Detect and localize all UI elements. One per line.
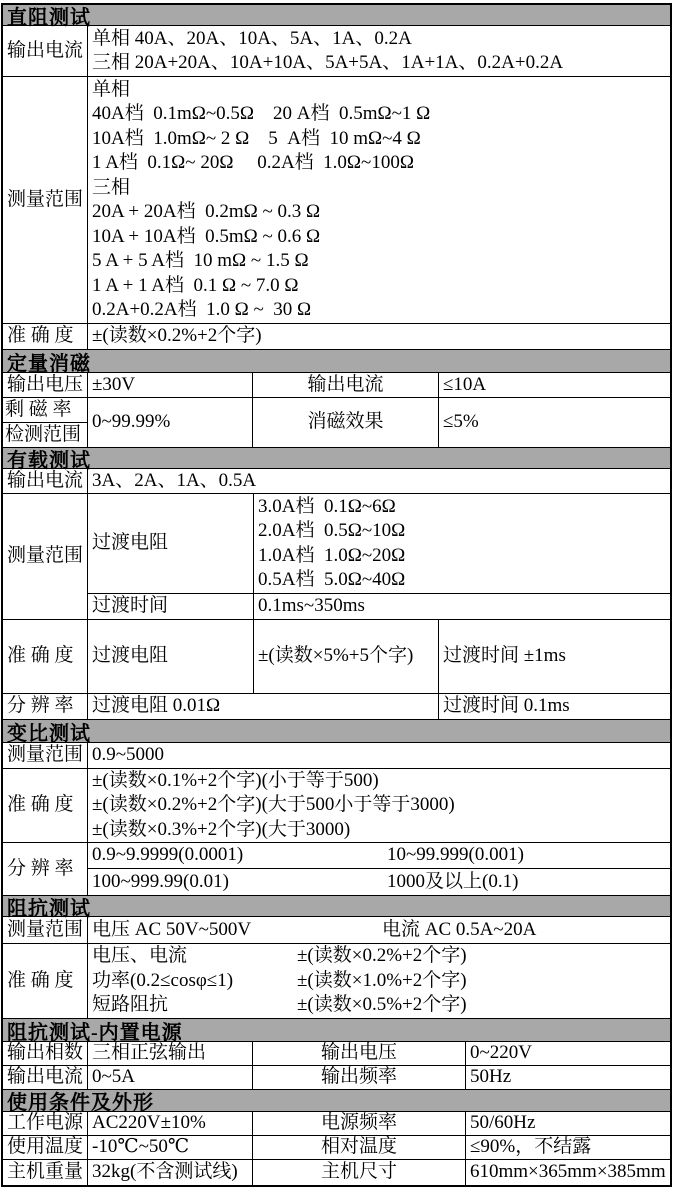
ratio-resolution-subrow-2 xyxy=(88,869,670,895)
sub-row-label: 过渡电阻 xyxy=(88,494,254,593)
power-frequency-value: 50/60Hz xyxy=(470,1112,536,1134)
row-label: 准 确 度 xyxy=(3,324,88,349)
conditions-row-2 xyxy=(3,1136,670,1160)
ratio-resolution-subrows xyxy=(88,843,670,895)
ratio-resolution-row xyxy=(3,843,670,896)
value-part: 1000及以上(0.1) xyxy=(387,870,519,892)
section-header-demagnetization xyxy=(3,350,670,373)
onload-transition-resistance-subrow xyxy=(88,494,670,594)
section-header-ratio-test xyxy=(3,720,670,743)
value-line: 三相 20A+20A、10A+10A、5A+5A、1A+1A、0.2A+0.2A xyxy=(92,52,564,73)
row-label: 主机重量 xyxy=(3,1160,88,1185)
source-output-current-value: 0~5A xyxy=(88,1066,253,1089)
row-label: 输出电压 xyxy=(253,1042,466,1065)
value-line: ±(读数×0.2%+2个字)(大于500小于等于3000) xyxy=(92,794,455,816)
dc-accuracy-row xyxy=(3,324,670,350)
demag-output-current-value: ≤10A xyxy=(443,373,487,395)
value-line: ±(读数×0.1%+2个字)(小于等于500) xyxy=(92,769,379,791)
value-part: 100~999.99(0.01) xyxy=(92,870,229,892)
operating-temperature-value: -10℃~50℃ xyxy=(88,1136,253,1159)
section-title: 使用条件及外形 xyxy=(7,1092,154,1114)
value-line: 5 A + 5 A档 10 mΩ ~ 1.5 Ω xyxy=(92,250,309,271)
host-dimensions-value: 610mm×365mm×385mm xyxy=(470,1161,666,1183)
sub-row-label: 过渡时间 xyxy=(88,594,254,619)
onload-resolution-row xyxy=(3,694,670,720)
value-line: 3.0A档 0.1Ω~6Ω xyxy=(258,495,396,517)
row-label: 工作电源 xyxy=(3,1112,88,1135)
spec-sheet xyxy=(1,3,672,1187)
onload-range-subrows xyxy=(88,494,670,619)
onload-accuracy-time-value: 过渡时间 ±1ms xyxy=(443,645,566,667)
row-label: 测量范围 xyxy=(3,917,88,943)
value-line: 20A + 20A档 0.2mΩ ~ 0.3 Ω xyxy=(92,201,321,222)
onload-accuracy-item: 过渡电阻 xyxy=(88,620,254,693)
conditions-row-1 xyxy=(3,1112,670,1136)
section-header-conditions xyxy=(3,1090,670,1112)
impedance-accuracy-values xyxy=(88,944,670,1018)
section-title: 阻抗测试-内置电源 xyxy=(7,1021,183,1044)
impedance-range-row xyxy=(3,917,670,944)
working-power-value: AC220V±10% xyxy=(88,1112,253,1135)
value-line: 单相 xyxy=(92,78,131,100)
onload-accuracy-resistance-value: ±(读数×5%+5个字) xyxy=(254,620,439,693)
row-label: 主机尺寸 xyxy=(253,1160,466,1185)
row-label: 输出相数 xyxy=(3,1042,88,1065)
ratio-range-row xyxy=(3,743,670,769)
demag-output-voltage-value: ±30V xyxy=(88,373,253,397)
source-output-phase-value: 三相正弦输出 xyxy=(88,1042,253,1065)
row-label-split xyxy=(3,398,88,447)
onload-output-current-row xyxy=(3,469,670,494)
section-header-dc-resistance xyxy=(3,5,670,29)
ratio-accuracy-value xyxy=(88,769,670,842)
row-label: 分 辨 率 xyxy=(3,843,88,895)
relative-humidity-value: ≤90%，不结露 xyxy=(470,1136,592,1158)
dc-range-row xyxy=(3,77,670,324)
value-line: 三相 xyxy=(92,176,131,198)
demag-remanence-range-value: 0~99.99% xyxy=(88,398,253,447)
value-line: 单相 40A、20A、10A、5A、1A、0.2A xyxy=(92,27,412,49)
dc-range-value xyxy=(88,77,670,323)
value-part: 电压 AC 50V~500V xyxy=(92,918,252,940)
value-line: 1.0A档 1.0Ω~20Ω xyxy=(258,544,406,566)
row-label: 剩 磁 率 xyxy=(3,398,87,423)
row-label: 输出频率 xyxy=(253,1066,466,1089)
demag-row-2 xyxy=(3,398,670,448)
ratio-resolution-values xyxy=(88,869,670,895)
onload-resolution-resistance-value: 过渡电阻 0.01Ω xyxy=(88,694,439,719)
row-label: 准 确 度 xyxy=(3,944,88,1018)
value-line: 0.2A+0.2A档 1.0 Ω ~ 30 Ω xyxy=(92,299,312,320)
row-label: 输出电流 xyxy=(3,1066,88,1089)
row-label: 相对温度 xyxy=(253,1136,466,1159)
value-line: 1 A + 1 A档 0.1 Ω ~ 7.0 Ω xyxy=(92,274,299,296)
accuracy-value: ±(读数×0.5%+2个字) xyxy=(297,994,467,1016)
dc-output-current-row xyxy=(3,26,670,77)
source-row-1 xyxy=(3,1042,670,1066)
row-label: 输出电流 xyxy=(3,26,88,76)
row-label: 测量范围 xyxy=(3,77,88,323)
section-title: 阻抗测试 xyxy=(7,897,91,920)
value-line: 10A + 10A档 0.5mΩ ~ 0.6 Ω xyxy=(92,225,321,247)
section-header-impedance-builtin-source xyxy=(3,1019,670,1042)
row-label: 使用温度 xyxy=(3,1136,88,1159)
demag-row-1 xyxy=(3,373,670,398)
row-label: 测量范围 xyxy=(3,743,88,768)
impedance-range-values xyxy=(88,917,670,943)
value-line: 2.0A档 0.5Ω~10Ω xyxy=(258,520,406,541)
accuracy-item: 电压、电流 xyxy=(92,945,188,967)
row-label: 分 辨 率 xyxy=(3,694,88,719)
source-output-voltage-value: 0~220V xyxy=(470,1042,533,1064)
onload-output-current-value: 3A、2A、1A、0.5A xyxy=(92,469,257,491)
row-label: 输出电压 xyxy=(3,373,88,397)
value-line: 0.5A档 5.0Ω~40Ω xyxy=(258,569,406,590)
impedance-accuracy-row xyxy=(3,944,670,1019)
host-weight-value: 32kg(不含测试线) xyxy=(88,1160,253,1185)
ratio-resolution-subrow-1 xyxy=(88,843,670,869)
value-line: 10A档 1.0mΩ~ 2 Ω 5 A档 10 mΩ~4 Ω xyxy=(92,127,421,149)
onload-resolution-time-value: 过渡时间 0.1ms xyxy=(443,695,570,717)
accuracy-item: 功率(0.2≤cosφ≤1) xyxy=(92,969,234,991)
value-part: 10~99.999(0.001) xyxy=(387,844,524,866)
ratio-resolution-values xyxy=(88,843,670,868)
row-label: 电源频率 xyxy=(253,1112,466,1135)
value-line: 1 A档 0.1Ω~ 20Ω 0.2A档 1.0Ω~100Ω xyxy=(92,152,414,173)
value-line: 40A档 0.1mΩ~0.5Ω 20 A档 0.5mΩ~1 Ω xyxy=(92,103,431,124)
row-label: 输出电流 xyxy=(3,469,88,493)
onload-accuracy-row xyxy=(3,620,670,694)
ratio-accuracy-row xyxy=(3,769,670,843)
demag-effect-value: ≤5% xyxy=(443,411,479,433)
accuracy-value: ±(读数×0.2%+2个字) xyxy=(297,945,467,967)
row-label: 检测范围 xyxy=(5,423,82,445)
conditions-row-3 xyxy=(3,1160,670,1185)
dc-accuracy-value: ±(读数×0.2%+2个字) xyxy=(92,325,262,347)
section-title: 直阻测试 xyxy=(7,6,91,29)
onload-range-row xyxy=(3,494,670,620)
section-header-impedance-test xyxy=(3,896,670,920)
accuracy-value: ±(读数×1.0%+2个字) xyxy=(297,969,467,991)
onload-transition-resistance-value xyxy=(254,494,670,593)
section-title: 有载测试 xyxy=(7,449,91,472)
row-label: 准 确 度 xyxy=(3,769,88,842)
onload-transition-time-subrow xyxy=(88,594,670,619)
onload-transition-time-value: 0.1ms~350ms xyxy=(258,595,365,617)
row-label: 消磁效果 xyxy=(253,398,439,447)
section-title: 定量消磁 xyxy=(7,352,91,375)
row-label: 输出电流 xyxy=(253,373,439,397)
row-label: 测量范围 xyxy=(3,494,88,619)
section-title: 变比测试 xyxy=(7,722,91,745)
value-line: ±(读数×0.3%+2个字)(大于3000) xyxy=(92,818,351,840)
ratio-range-value: 0.9~5000 xyxy=(92,744,165,766)
value-part: 电流 AC 0.5A~20A xyxy=(382,918,537,940)
row-label: 准 确 度 xyxy=(3,620,88,693)
section-header-onload-test xyxy=(3,448,670,472)
dc-output-current-value xyxy=(88,26,670,76)
value-part: 0.9~9.9999(0.0001) xyxy=(92,844,244,866)
source-output-frequency-value: 50Hz xyxy=(470,1066,512,1088)
accuracy-item: 短路阻抗 xyxy=(92,994,169,1016)
